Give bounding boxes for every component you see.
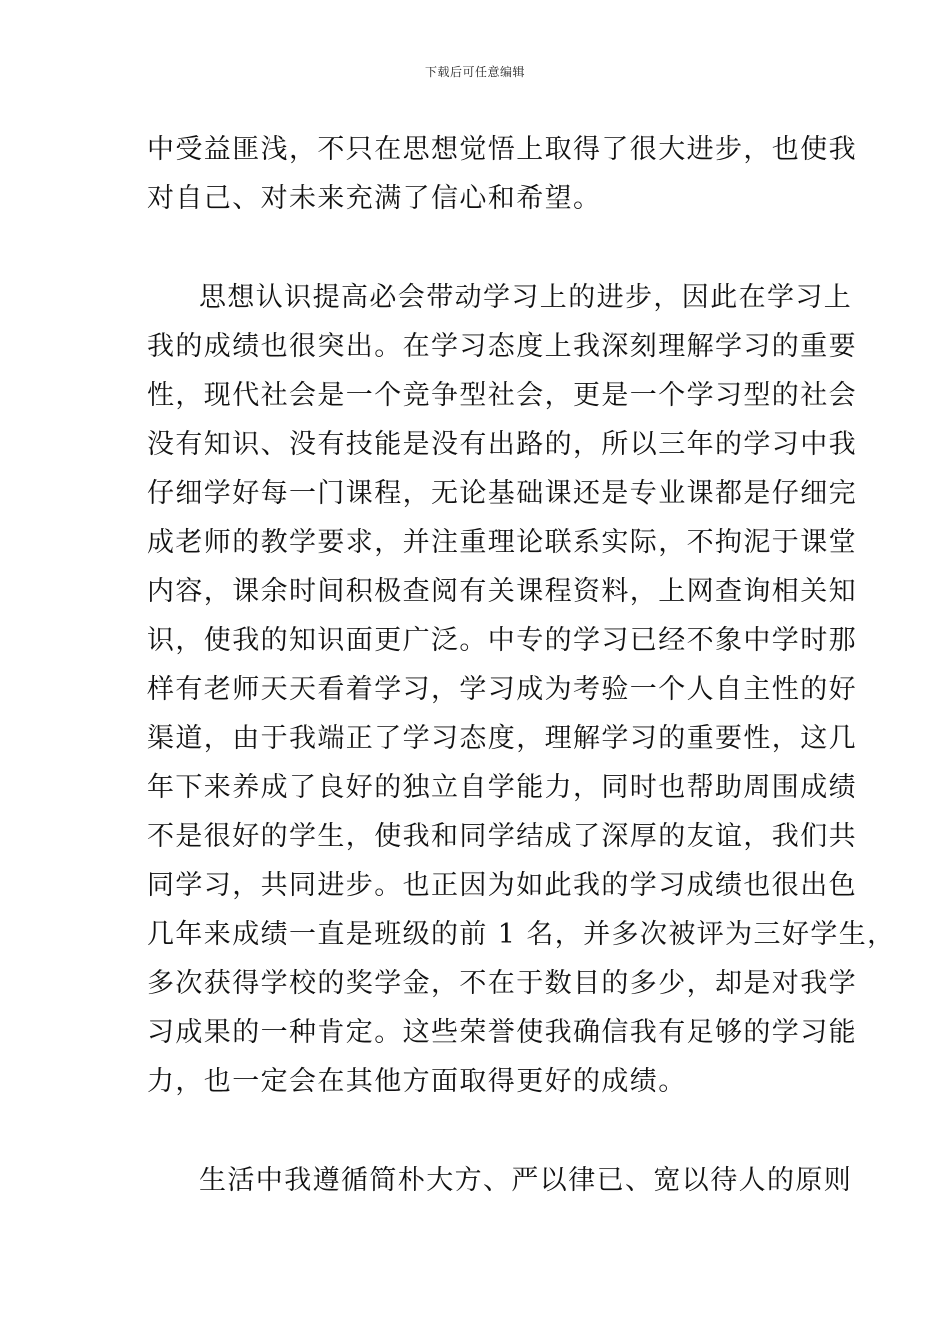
- text-line: 年下来养成了良好的独立自学能力，同时也帮助周围成绩: [147, 772, 857, 803]
- text-line: 内容，课余时间积极查阅有关课程资料，上网查询相关知: [147, 576, 857, 607]
- text-line: 渠道，由于我端正了学习态度，理解学习的重要性，这几: [147, 723, 857, 754]
- header-note: 下载后可任意编辑: [424, 65, 525, 79]
- text-line: 几年来成绩一直是班级的前 1 名，并多次被评为三好学生，: [147, 919, 896, 950]
- text-line: 不是很好的学生，使我和同学结成了深厚的友谊，我们共: [147, 821, 857, 852]
- text-line: 多次获得学校的奖学金，不在于数目的多少，却是对我学: [147, 968, 857, 999]
- paragraph-first-line: 生活中我遵循简朴大方、严以律已、宽以待人的原则: [199, 1165, 853, 1196]
- text-line: 没有知识、没有技能是没有出路的，所以三年的学习中我: [147, 429, 857, 460]
- text-line: 力，也一定会在其他方面取得更好的成绩。: [147, 1066, 687, 1097]
- text-line: 同学习，共同进步。也正因为如此我的学习成绩也很出色: [147, 870, 857, 901]
- text-line: 中受益匪浅，不只在思想觉悟上取得了很大进步，也使我: [147, 134, 857, 165]
- text-line: 对自己、对未来充满了信心和希望。: [147, 183, 602, 214]
- text-line: 样有老师天天看着学习，学习成为考验一个人自主性的好: [147, 674, 857, 705]
- text-line: 习成果的一种肯定。这些荣誉使我确信我有足够的学习能: [147, 1017, 857, 1048]
- text-line: 识，使我的知识面更广泛。中专的学习已经不象中学时那: [147, 625, 857, 656]
- text-line: 成老师的教学要求，并注重理论联系实际，不拘泥于课堂: [147, 527, 857, 558]
- text-line: 仔细学好每一门课程，无论基础课还是专业课都是仔细完: [147, 478, 857, 509]
- paragraph-first-line: 思想认识提高必会带动学习上的进步，因此在学习上: [199, 282, 853, 313]
- text-line: 性，现代社会是一个竞争型社会，更是一个学习型的社会: [147, 380, 857, 411]
- text-line: 我的成绩也很突出。在学习态度上我深刻理解学习的重要: [147, 331, 857, 362]
